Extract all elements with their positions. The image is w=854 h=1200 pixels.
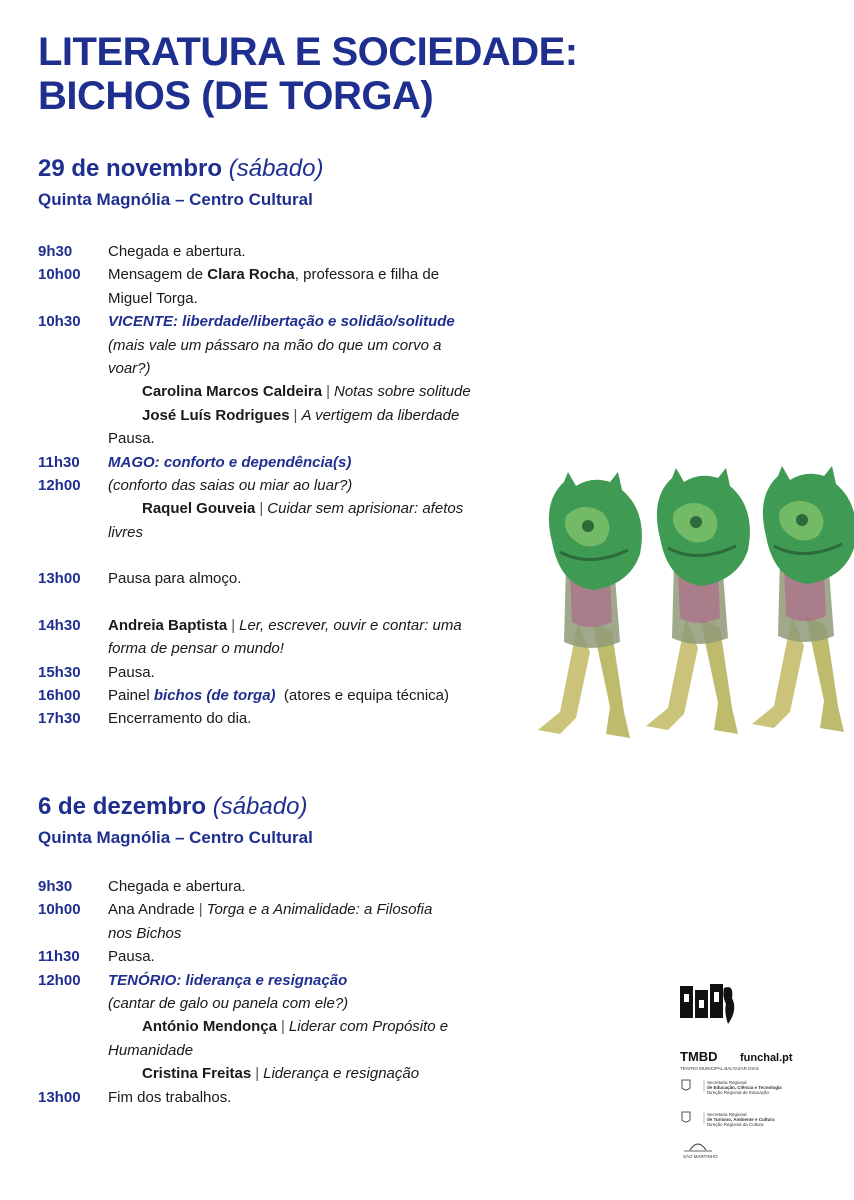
schedule-item: 17h30 Encerramento do dia. xyxy=(38,710,252,728)
gato-logo-icon xyxy=(680,984,734,1024)
schedule-item: 10h00 Mensagem de Clara Rocha, professora e filha de Miguel Torga. xyxy=(38,266,440,307)
day2-date: 6 de dezembro (sábado) xyxy=(38,793,308,820)
speaker-line: José Luís Rodrigues | A vertigem da liberdade xyxy=(142,406,460,424)
schedule-item: 10h00 Ana Andrade | Torga e a Animalidade: a Filosofia nos Bichos xyxy=(38,901,433,942)
schedule-item: 15h30 Pausa. xyxy=(38,663,155,681)
page-title xyxy=(38,30,578,118)
schedule-item: 14h30 Andreia Baptista | Ler, escrever, ouvir e contar: uma forma de pensar o mundo! xyxy=(38,616,462,658)
schedule-item: 13h00 Pausa para almoço. xyxy=(38,570,242,588)
speaker-line: Cristina Freitas | Liderança e resignação xyxy=(142,1065,420,1083)
figure-1 xyxy=(538,472,642,738)
secretariat-education-sub: Direção Regional de Educação xyxy=(707,1090,770,1095)
walking-animal-figures-illustration xyxy=(530,462,854,738)
schedule-item: 13h00 Fim dos trabalhos. xyxy=(38,1088,232,1106)
madeira-crest-icon xyxy=(682,1112,690,1122)
secretariat-education-title: Secretaria Regional xyxy=(707,1080,747,1085)
speaker-line: António Mendonça | Liderar com Propósito e xyxy=(142,1018,449,1036)
session-theme: TENÓRIO: liderança e resignação xyxy=(108,971,348,989)
secretariat-culture-line: de Turismo, Ambiente e Cultura xyxy=(707,1117,775,1122)
day1-header xyxy=(38,154,323,212)
speaker-line: Raquel Gouveia | Cuidar sem aprisionar: afetos xyxy=(142,500,464,518)
figure-3 xyxy=(752,466,854,732)
schedule-item: 11h30 MAGO: conforto e dependência(s) xyxy=(38,451,508,474)
sponsor-logos xyxy=(676,980,826,1170)
tmbd-subtitle: TEATRO MUNICIPAL BALTAZAR DIAS xyxy=(680,1066,759,1071)
day2-venue: Quinta Magnólia – Centro Cultural xyxy=(38,828,313,847)
sao-martinho-logo-icon xyxy=(684,1144,712,1151)
session-theme: VICENTE: liberdade/libertação e solidão/solitude xyxy=(108,313,455,331)
title-line-1: LITERATURA E SOCIEDADE: xyxy=(38,30,578,74)
schedule-item: 12h00 TENÓRIO: liderança e resignação (cantar de galo ou panela com ele?) António Mendonça | Liderar com Propósito e Humanidade Cristina Freitas | Liderança e resignação xyxy=(38,969,508,1086)
secretariat-education-line: de Educação, Ciência e Tecnologia xyxy=(707,1085,782,1090)
figure-2 xyxy=(646,468,750,734)
title-line-2: BICHOS (DE TORGA) xyxy=(38,74,434,118)
schedule-item: 9h30 Chegada e abertura. xyxy=(38,243,246,260)
tmbd-logo: TMBD xyxy=(680,1049,718,1064)
day2-schedule xyxy=(38,875,508,1109)
secretariat-culture-sub: Direção Regional da Cultura xyxy=(707,1122,764,1127)
sao-martinho-label: SÃO MARTINHO xyxy=(683,1154,718,1159)
day1-date: 29 de novembro (sábado) xyxy=(38,155,324,182)
session-theme: MAGO: conforto e dependência(s) xyxy=(108,453,352,471)
madeira-crest-icon xyxy=(682,1080,690,1090)
schedule-item: 16h00 Painel bichos (de torga) (atores e equipa técnica) xyxy=(38,686,449,704)
schedule-item: 10h30 VICENTE: liberdade/libertação e solidão/solitude (mais vale um pássaro na mão do que um corvo a voar?) Carolina Marcos Caldeira | Notas sobre solitude José Luís Rodrigues | A vertigem da liberdade Pausa. xyxy=(38,310,508,450)
day2-header xyxy=(38,792,313,850)
speaker-line: Carolina Marcos Caldeira | Notas sobre solitude xyxy=(142,383,471,401)
schedule-item: 12h00 (conforto das saias ou miar ao luar?) Raquel Gouveia | Cuidar sem aprisionar: afetos livres xyxy=(38,474,508,544)
schedule-item: 9h30 Chegada e abertura. xyxy=(38,878,246,895)
schedule-item: 11h30 Pausa. xyxy=(38,948,155,966)
day1-venue: Quinta Magnólia – Centro Cultural xyxy=(38,190,313,209)
day1-schedule xyxy=(38,240,508,731)
funchal-logo: funchal.pt xyxy=(740,1052,793,1064)
secretariat-culture-title: Secretaria Regional xyxy=(707,1112,747,1117)
